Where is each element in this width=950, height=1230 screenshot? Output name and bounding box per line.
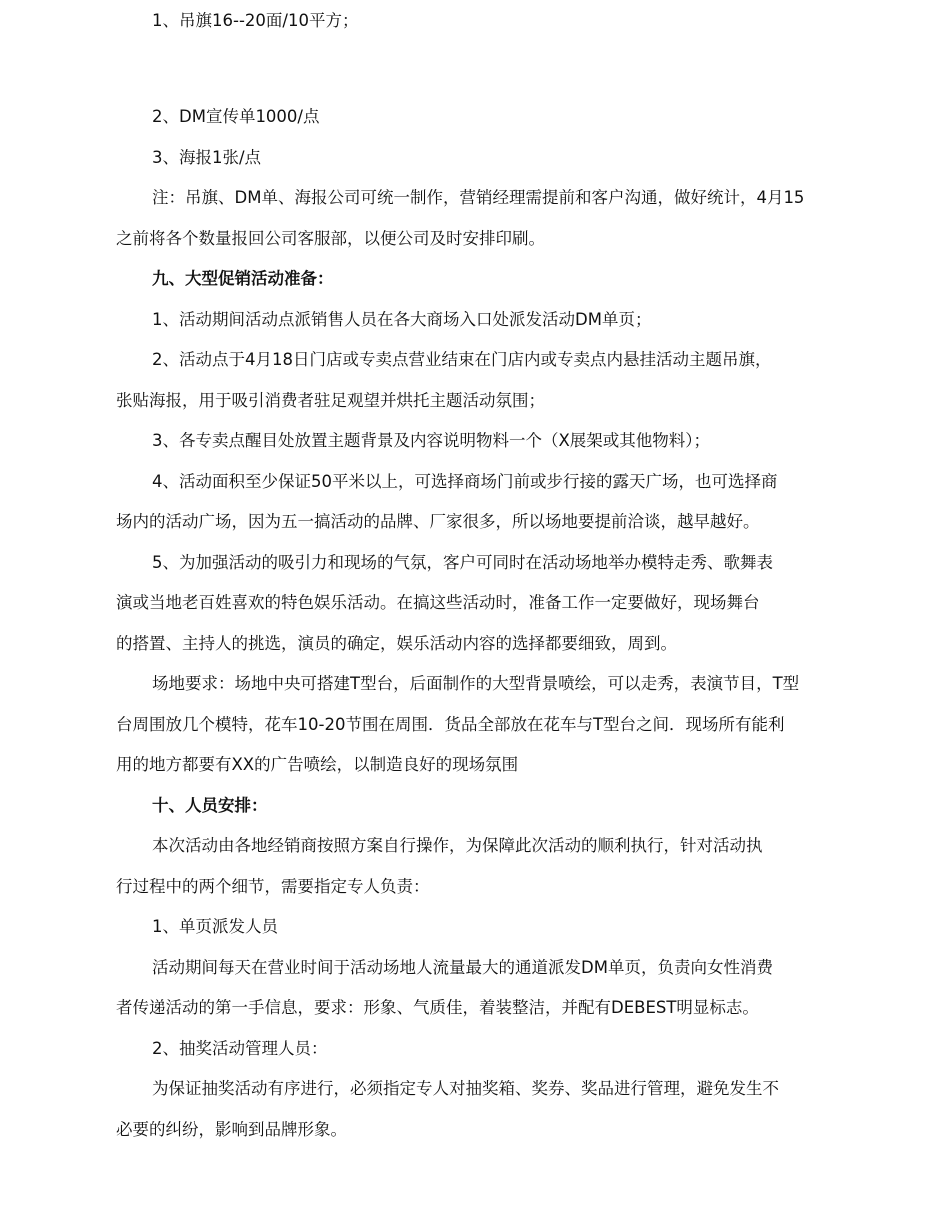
materials-note-line-2: 之前将各个数量报回公司客服部，以便公司及时安排印刷。 (116, 229, 545, 248)
role-2-description-line-2: 必要的纠纷，影响到品牌形象。 (116, 1120, 347, 1139)
role-2-title: 2、抽奖活动管理人员： (152, 1039, 328, 1058)
section-10-intro-line-1: 本次活动由各地经销商按照方案自行操作，为保障此次活动的顺利执行，针对活动执 (152, 836, 763, 855)
section-9-paragraph-4-line-1: 4、活动面积至少保证50平米以上，可选择商场门前或步行接的露天广场，也可选择商 (152, 472, 778, 491)
section-10-intro-line-2: 行过程中的两个细节，需要指定专人负责： (116, 877, 430, 896)
role-1-title: 1、单页派发人员 (152, 917, 278, 936)
section-9-paragraph-2-line-2: 张贴海报，用于吸引消费者驻足观望并烘托主题活动氛围； (116, 391, 545, 410)
section-9-paragraph-5-line-1: 5、为加强活动的吸引力和现场的气氛，客户可同时在活动场地举办模特走秀、歌舞表 (152, 553, 773, 572)
material-item-dm-flyers: 2、DM宣传单1000/点 (152, 107, 320, 126)
section-9-paragraph-4-line-2: 场内的活动广场，因为五一搞活动的品牌、厂家很多，所以场地要提前洽谈，越早越好。 (116, 512, 760, 531)
material-item-banners: 1、吊旗16--20面/10平方； (152, 11, 359, 30)
section-9-paragraph-3: 3、各专卖点醒目处放置主题背景及内容说明物料一个（X展架或其他物料）； (152, 431, 711, 450)
role-1-description-line-2: 者传递活动的第一手信息，要求：形象、气质佳，着装整洁，并配有DEBEST明显标志。 (116, 998, 759, 1017)
role-2-description-line-1: 为保证抽奖活动有序进行，必须指定专人对抽奖箱、奖券、奖品进行管理，避免发生不 (152, 1079, 779, 1098)
section-10-heading: 十、人员安排： (152, 796, 268, 815)
venue-requirements-line-2: 台周围放几个模特，花车10-20节围在周围．货品全部放在花车与T型台之间．现场所有能利 (116, 715, 785, 734)
materials-note-line-1: 注：吊旗、DM单、海报公司可统一制作，营销经理需提前和客户沟通，做好统计，4月15 (152, 188, 805, 207)
section-9-paragraph-2-line-1: 2、活动点于4月18日门店或专卖点营业结束在门店内或专卖点内悬挂活动主题吊旗， (152, 350, 772, 369)
venue-requirements-line-3: 用的地方都要有XX的广告喷绘，以制造良好的现场氛围 (116, 755, 519, 774)
section-9-paragraph-5-line-2: 演或当地老百姓喜欢的特色娱乐活动。在搞这些活动时，准备工作一定要做好，现场舞台 (116, 593, 760, 612)
section-9-paragraph-5-line-3: 的搭置、主持人的挑选，演员的确定，娱乐活动内容的选择都要细致，周到。 (116, 634, 677, 653)
section-9-paragraph-1: 1、活动期间活动点派销售人员在各大商场入口处派发活动DM单页； (152, 310, 652, 329)
section-9-heading: 九、大型促销活动准备： (152, 269, 334, 288)
venue-requirements-line-1: 场地要求：场地中央可搭建T型台，后面制作的大型背景喷绘，可以走秀，表演节目，T型 (152, 674, 800, 693)
material-item-posters: 3、海报1张/点 (152, 148, 262, 167)
role-1-description-line-1: 活动期间每天在营业时间于活动场地人流量最大的通道派发DM单页，负责向女性消费 (152, 958, 773, 977)
